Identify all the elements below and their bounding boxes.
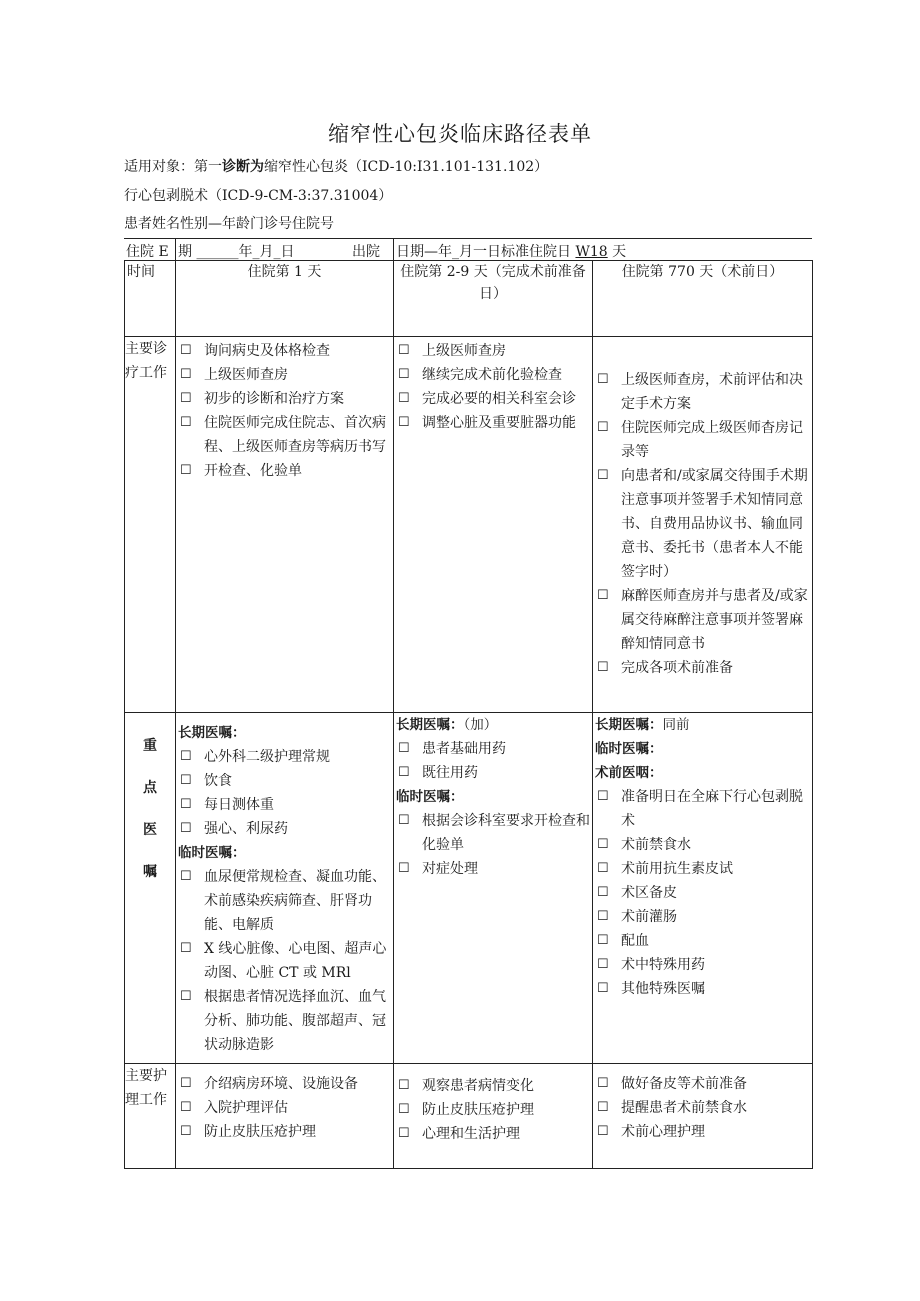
checkbox-icon[interactable]: ☐	[180, 391, 192, 406]
orders-day1	[176, 713, 394, 1064]
checkbox-icon[interactable]: ☐	[597, 1076, 609, 1091]
checkbox-icon[interactable]: ☐	[180, 415, 192, 430]
list-item[interactable]: ☐ 提醒患者术前禁食水	[595, 1096, 810, 1120]
list-item[interactable]: ☐ 术前灌肠	[595, 905, 810, 929]
list-item[interactable]: ☐ 其他特殊医嘱	[595, 977, 810, 1001]
page-title: 缩窄性心包炎临床路径表单	[328, 122, 592, 146]
nursing-day1-list	[176, 1064, 393, 1148]
checkbox-icon[interactable]: ☐	[180, 797, 192, 812]
checkbox-icon[interactable]: ☐	[597, 1124, 609, 1139]
checkbox-icon[interactable]: ☐	[398, 391, 410, 406]
checkbox-icon[interactable]: ☐	[180, 773, 192, 788]
checkbox-icon[interactable]: ☐	[398, 1102, 410, 1117]
checkbox-icon[interactable]: ☐	[180, 821, 192, 836]
standard-days: W18	[575, 244, 608, 260]
list-item[interactable]: ☐ 住院医师完成上级医师杳房记录等	[595, 416, 810, 464]
list-item[interactable]: ☐ 每日测体重	[178, 793, 391, 817]
checkbox-icon[interactable]: ☐	[180, 941, 192, 956]
orders-day1-long-list	[176, 745, 393, 841]
checkbox-icon[interactable]: ☐	[398, 861, 410, 876]
temporary-orders-title: 临时医嘱：	[178, 845, 246, 861]
preop-orders-title: 术前医咽：	[595, 765, 663, 781]
day3-header: 住院第 770 天（术前日）	[593, 261, 813, 337]
list-item[interactable]: ☐ 既往用药	[396, 761, 590, 785]
checkbox-icon[interactable]: ☐	[597, 861, 609, 876]
checkbox-icon[interactable]: ☐	[597, 885, 609, 900]
list-item[interactable]: ☐ 术前禁食水	[595, 833, 810, 857]
checkbox-icon[interactable]: ☐	[597, 467, 609, 483]
list-item[interactable]: ☐ X 线心脏像、心电图、超声心动图、心脏 CT 或 MRl	[178, 937, 391, 985]
checkbox-icon[interactable]: ☐	[398, 367, 410, 382]
list-item[interactable]: ☐ 麻醉医师查房并与患者及/或家属交待麻醉注意事项并签署麻醉知情同意书	[595, 584, 810, 656]
list-item[interactable]: ☐ 观察患者病情变化	[396, 1074, 590, 1098]
checkbox-icon[interactable]: ☐	[597, 789, 609, 804]
list-item[interactable]: ☐ 住院医师完成住院志、首次病程、上级医师查房等病历书写	[178, 411, 391, 459]
list-item[interactable]: ☐ 上级医师查房	[396, 339, 590, 363]
procedure-line: 行心包剥脱术（ICD-9-CM-3:37.31004）	[124, 188, 393, 204]
list-item[interactable]: ☐ 饮食	[178, 769, 391, 793]
list-item[interactable]: ☐ 继续完成术前化验检查	[396, 363, 590, 387]
long-term-orders-title: 长期医嘱：同前	[595, 717, 690, 733]
list-item[interactable]: ☐ 对症处理	[396, 857, 590, 881]
long-orders-note: 同前	[662, 717, 690, 733]
list-item[interactable]: ☐ 心理和生活护理	[396, 1122, 590, 1146]
checkbox-icon[interactable]: ☐	[597, 933, 609, 948]
list-item[interactable]: ☐ 术前心理护理	[595, 1120, 810, 1144]
checkbox-icon[interactable]: ☐	[597, 587, 609, 603]
admit-label: 住院 E	[126, 244, 169, 260]
orders-row	[125, 713, 813, 1064]
long-orders-note: （加）	[463, 717, 498, 733]
header-row	[125, 261, 813, 337]
checkbox-icon[interactable]: ☐	[597, 957, 609, 972]
temporary-orders-title: 临时医嘱：	[396, 789, 464, 805]
list-item[interactable]: ☐ 配血	[595, 929, 810, 953]
days-unit: 天	[612, 244, 627, 260]
list-item[interactable]: ☐ 术前用抗生素皮试	[595, 857, 810, 881]
orders-label: 重 点 医 嘱	[125, 713, 176, 1064]
nursing-day2	[394, 1064, 593, 1169]
checkbox-icon[interactable]: ☐	[398, 343, 410, 358]
list-item[interactable]: ☐ 血尿便常规检查、凝血功能、术前感染疾病筛查、肝肾功能、电解质	[178, 865, 391, 937]
time-header: 时间	[125, 261, 176, 337]
main-work-day2	[394, 337, 593, 713]
divider	[175, 239, 176, 261]
checkbox-icon[interactable]: ☐	[180, 463, 192, 478]
date-bar	[124, 238, 812, 261]
checkbox-icon[interactable]: ☐	[597, 371, 609, 387]
scope-bold: 诊断为	[222, 159, 264, 175]
admit-date-fields: 期 ______年_月_日	[178, 244, 295, 260]
list-item[interactable]: ☐ 根据会诊科室要求开检查和化验单	[396, 809, 590, 857]
checkbox-icon[interactable]: ☐	[398, 1078, 410, 1093]
list-item[interactable]: ☐ 根据患者情况选择血沉、血气分析、肺功能、腹部超声、冠状动脉造影	[178, 985, 391, 1057]
main-work-day3	[593, 337, 813, 713]
divider	[393, 239, 394, 261]
long-term-orders-title: 长期医嘱：（加）	[396, 717, 498, 733]
orders-day2	[394, 713, 593, 1064]
checkbox-icon[interactable]: ☐	[180, 1100, 192, 1115]
nursing-day3	[593, 1064, 813, 1169]
discharge-label: 出院	[352, 244, 380, 260]
checkbox-icon[interactable]: ☐	[398, 741, 410, 756]
checkbox-icon[interactable]: ☐	[398, 1126, 410, 1141]
list-item[interactable]: ☐ 完成必要的相关科室会诊	[396, 387, 590, 411]
list-item[interactable]: ☐ 患者基础用药	[396, 737, 590, 761]
nursing-day2-list	[394, 1064, 592, 1150]
orders-day3	[593, 713, 813, 1064]
main-work-label: 主要诊疗工作	[125, 337, 176, 713]
main-work-day1	[176, 337, 394, 713]
list-item[interactable]: ☐ 防止皮肤压疮护理	[178, 1120, 391, 1144]
checkbox-icon[interactable]: ☐	[180, 989, 192, 1004]
temporary-orders-title: 临时医嘱：	[595, 741, 663, 757]
orders-day3-preop-list	[593, 785, 812, 1005]
list-item[interactable]: ☐ 做好备皮等术前准备	[595, 1072, 810, 1096]
checkbox-icon[interactable]: ☐	[180, 1124, 192, 1139]
orders-day2-temp-list	[394, 809, 592, 885]
discharge-info	[396, 241, 626, 261]
checkbox-icon[interactable]: ☐	[597, 1100, 609, 1115]
checkbox-icon[interactable]: ☐	[180, 367, 192, 382]
scope-diagnosis: 缩窄性心包炎（ICD-10:I31.101-131.102）	[264, 159, 549, 175]
checkbox-icon[interactable]: ☐	[398, 813, 410, 828]
list-item[interactable]: ☐ 入院护理评估	[178, 1096, 391, 1120]
list-item[interactable]: ☐ 心外科二级护理常规	[178, 745, 391, 769]
applicable-scope	[124, 156, 548, 176]
orders-day1-temp-list	[176, 865, 393, 1061]
list-item[interactable]: ☐ 上级医师查房，术前评估和决定手术方案	[595, 368, 810, 416]
list-item[interactable]: ☐ 术区备皮	[595, 881, 810, 905]
main-work-day1-list	[176, 337, 393, 487]
checkbox-icon[interactable]: ☐	[597, 419, 609, 435]
checkbox-icon[interactable]: ☐	[597, 837, 609, 852]
list-item[interactable]: ☐ 初步的诊断和治疗方案	[178, 387, 391, 411]
main-work-day2-list	[394, 337, 592, 439]
list-item[interactable]: ☐ 术中特殊用药	[595, 953, 810, 977]
checkbox-icon[interactable]: ☐	[597, 909, 609, 924]
clinical-path-table	[124, 260, 813, 1169]
main-work-row	[125, 337, 813, 713]
list-item[interactable]: ☐ 询问病史及体格检查	[178, 339, 391, 363]
checkbox-icon[interactable]: ☐	[398, 415, 410, 430]
checkbox-icon[interactable]: ☐	[180, 1076, 192, 1091]
list-item[interactable]: ☐ 向患者和/或家属交待围手术期注意事项并签署手术知情同意书、自费用品协议书、输血同意书、委托书（患者本人不能签字时）	[595, 464, 810, 584]
list-item[interactable]: ☐ 强心、利尿药	[178, 817, 391, 841]
nursing-day1	[176, 1064, 394, 1169]
list-item[interactable]: ☐ 介绍病房环境、设施设备	[178, 1072, 391, 1096]
patient-info-line: 患者姓名性别—年龄门诊号住院号	[124, 216, 334, 232]
long-term-orders-title: 长期医嘱：	[178, 725, 246, 741]
list-item[interactable]: ☐ 调整心脏及重要脏器功能	[396, 411, 590, 435]
nursing-label: 主要护理工作	[125, 1064, 176, 1169]
checkbox-icon[interactable]: ☐	[180, 749, 192, 764]
list-item[interactable]: ☐ 完成各项术前准备	[595, 656, 810, 680]
nursing-day3-list	[593, 1064, 812, 1148]
main-work-day3-list	[593, 366, 812, 684]
list-item[interactable]: ☐ 准备明日在全麻下行心包剥脱术	[595, 785, 810, 833]
discharge-date-fields: 日期—年_月一日标准住院日	[396, 244, 571, 260]
checkbox-icon[interactable]: ☐	[180, 869, 192, 884]
list-item[interactable]: ☐ 上级医师查房	[178, 363, 391, 387]
nursing-row	[125, 1064, 813, 1169]
checkbox-icon[interactable]: ☐	[597, 981, 609, 996]
day2-header: 住院第 2-9 天（完成术前准备日）	[394, 261, 593, 337]
checkbox-icon[interactable]: ☐	[597, 659, 609, 675]
checkbox-icon[interactable]: ☐	[398, 765, 410, 780]
list-item[interactable]: ☐ 开检查、化验单	[178, 459, 391, 483]
day1-header: 住院第 1 天	[176, 261, 394, 337]
orders-day2-long-list	[394, 737, 592, 785]
list-item[interactable]: ☐ 防止皮肤压疮护理	[396, 1098, 590, 1122]
checkbox-icon[interactable]: ☐	[180, 343, 192, 358]
scope-prefix: 适用对象：第一	[124, 159, 222, 175]
